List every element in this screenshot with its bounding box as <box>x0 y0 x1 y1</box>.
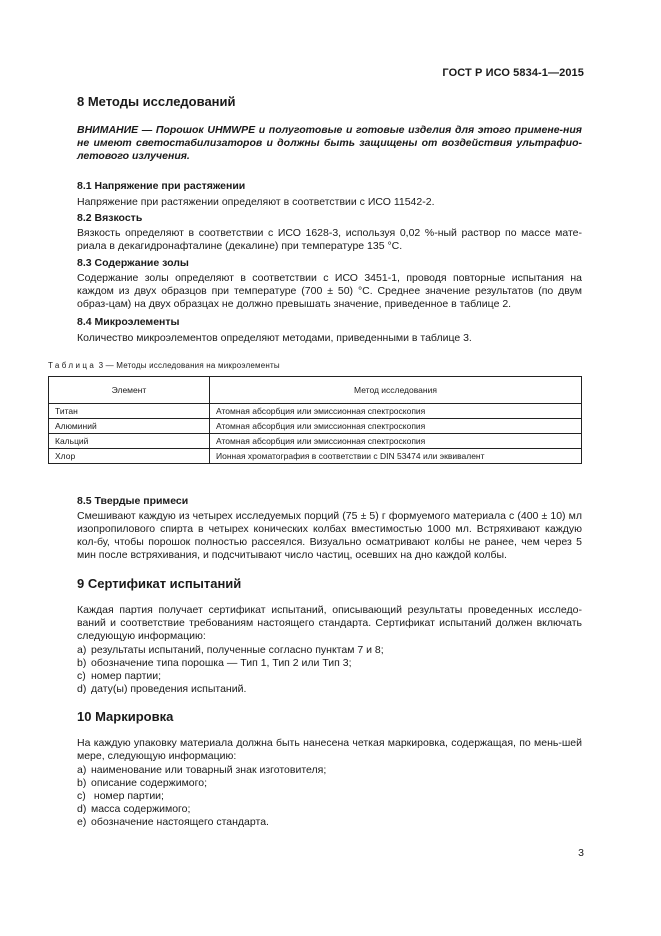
list-item-text: номер партии; <box>91 790 164 802</box>
section-10-title: 10 Маркировка <box>77 709 174 724</box>
table-caption-text: 3 — Методы исследования на микроэлементы <box>98 361 280 370</box>
section-8-5-title: 8.5 Твердые примеси <box>77 495 189 507</box>
table-cell-element: Титан <box>49 404 210 419</box>
section-10-intro: На каждую упаковку материала должна быть нанесена четкая маркировка, содержащая, по мень-шей мере, следующую информацию: <box>77 737 582 762</box>
list-item-text: обозначение настоящего стандарта. <box>91 816 269 828</box>
table-header-row <box>49 377 582 404</box>
table-cell-element: Алюминий <box>49 419 210 434</box>
table-cell-method: Атомная абсорбция или эмиссионная спектроскопия <box>210 404 582 419</box>
list-item <box>77 816 269 829</box>
section-8-4-title: 8.4 Микроэлементы <box>77 316 180 328</box>
table-row <box>49 419 582 434</box>
list-item-text: дату(ы) проведения испытаний. <box>91 683 247 695</box>
section-8-4-text: Количество микроэлементов определяют методами, приведенными в таблице 3. <box>77 332 472 344</box>
list-item <box>77 683 246 696</box>
table-row <box>49 449 582 464</box>
list-item <box>77 644 384 657</box>
list-item <box>77 777 207 790</box>
section-9-title: 9 Сертификат испытаний <box>77 576 242 591</box>
table-header-method: Метод исследования <box>210 377 582 404</box>
list-item-text: номер партии; <box>91 670 162 682</box>
section-8-2-text: Вязкость определяют в соответствии с ИСО 1628-3, используя 0,02 %-ный раствор по массе мате-риала в декагидронафталине (декалине) при температуре 135 °C. <box>77 227 582 252</box>
list-item-text: результаты испытаний, полученные согласно пунктам 7 и 8; <box>91 644 384 656</box>
table-cell-method: Атомная абсорбция или эмиссионная спектроскопия <box>210 419 582 434</box>
table-caption <box>48 361 280 370</box>
table-cell-method: Атомная абсорбция или эмиссионная спектроскопия <box>210 434 582 449</box>
list-item <box>77 764 326 777</box>
list-item-text: масса содержимого; <box>91 803 191 815</box>
table-row <box>49 434 582 449</box>
table-cell-method: Ионная хроматография в соответствии с DIN 53474 или эквивалент <box>210 449 582 464</box>
list-marker: d) <box>77 683 87 695</box>
list-marker: c) <box>77 790 86 802</box>
list-item <box>77 803 190 816</box>
list-item <box>77 790 164 803</box>
warning-text: ВНИМАНИЕ — Порошок UHMWPE и полуготовые и готовые изделия для этого примене-ния не имеют светостабилизаторов и должны быть защищены от воздействия ультрафио-летового излучения. <box>77 124 582 162</box>
section-8-3-text: Содержание золы определяют в соответствии с ИСО 3451-1, проводя повторные испытания на каждом из двух образцов при температуре (700 ± 50) °C. Среднее значение результатов (по двум образ-цам) на двух образцах не должно превышать значение, приведенное в таблице 2. <box>77 272 582 310</box>
section-8-3-title: 8.3 Содержание золы <box>77 257 189 269</box>
section-8-1-text: Напряжение при растяжении определяют в соответствии с ИСО 11542-2. <box>77 196 435 208</box>
list-item-text: обозначение типа порошка — Тип 1, Тип 2 или Тип 3; <box>91 657 352 669</box>
micro-elements-table <box>48 376 582 464</box>
table-header-element: Элемент <box>49 377 210 404</box>
section-8-2-title: 8.2 Вязкость <box>77 212 143 224</box>
list-marker: d) <box>77 803 87 815</box>
section-8-1-title: 8.1 Напряжение при растяжении <box>77 180 246 192</box>
list-marker: a) <box>77 764 87 776</box>
section-8-5-text: Смешивают каждую из четырех исследуемых порций (75 ± 5) г формуемого материала с (400 ± 10) мл изопропилового спирта в четырех конических колбах вместимостью 1000 мл. Встряхивают каждую кол-бу, чтобы порошок полностью рассеялся. Визуально осматривают колбы не ранее, чем через 5 мин после встряхивания, и подсчитывают число частиц, осевших на дно каждой колбы. <box>77 510 582 561</box>
list-item-text: наименование или товарный знак изготовителя; <box>91 764 327 776</box>
list-item <box>77 670 161 683</box>
page-number: 3 <box>578 847 584 859</box>
table-row <box>49 404 582 419</box>
table-cell-element: Кальций <box>49 434 210 449</box>
list-item <box>77 657 352 670</box>
table-caption-label: Таблица <box>48 361 97 370</box>
document-header-id: ГОСТ Р ИСО 5834-1—2015 <box>442 67 584 79</box>
list-marker: c) <box>77 670 86 682</box>
section-8-title: 8 Методы исследований <box>77 94 236 109</box>
list-marker: a) <box>77 644 87 656</box>
section-9-intro: Каждая партия получает сертификат испытаний, описывающий результаты проведенных исследо-ваний и соответствие требованиям настоящего стандарта. Сертификат испытаний должен включать следующую информацию: <box>77 604 582 642</box>
list-item-text: описание содержимого; <box>91 777 207 789</box>
list-marker: e) <box>77 816 87 828</box>
list-marker: b) <box>77 777 87 789</box>
list-marker: b) <box>77 657 87 669</box>
table-cell-element: Хлор <box>49 449 210 464</box>
